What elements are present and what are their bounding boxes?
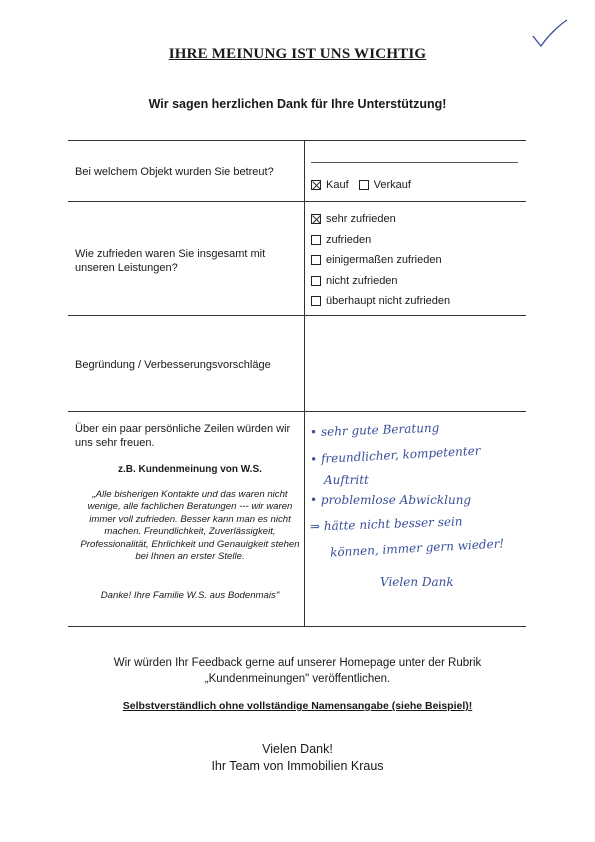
question-satisfaction: Wie zufrieden waren Sie insgesamt mit unseren Leistungen? xyxy=(75,248,266,274)
example-quote: „Alle bisherigen Kontakte und das waren nicht wenige, alle fachlichen Beratungen --- wir waren immer voll zufrieden. Besser kann man es nicht machen. Freundlichkeit, Zuverlässigkeit, Professionalität, Ehrlichkeit und Genauigkeit stehen bei Ihnen an erster Stelle. xyxy=(80,489,300,563)
option-label: einigermaßen zufrieden xyxy=(326,254,442,266)
closing xyxy=(0,741,595,775)
answer-line xyxy=(311,162,518,163)
example-heading: z.B. Kundenmeinung von W.S. xyxy=(118,464,262,475)
option-label: überhaupt nicht zufrieden xyxy=(326,295,451,307)
handwritten-line: • problemlose Abwicklung xyxy=(310,493,472,507)
checkbox-nicht-zufrieden[interactable] xyxy=(311,276,321,286)
handwritten-line: Auftritt xyxy=(324,473,369,487)
question-reasoning: Begründung / Verbesserungsvorschläge xyxy=(75,359,271,371)
table-bottom-border xyxy=(68,626,526,627)
handwritten-line: • sehr gute Beratung xyxy=(309,420,440,440)
option-einigermassen-zufrieden[interactable] xyxy=(311,253,450,267)
row-divider xyxy=(68,201,526,202)
option-sehr-zufrieden[interactable] xyxy=(311,212,450,226)
column-divider xyxy=(304,140,305,627)
footer-line: Wir würden Ihr Feedback gerne auf unserer Homepage unter der Rubrik xyxy=(113,657,482,669)
question-object: Bei welchem Objekt wurden Sie betreut? xyxy=(75,166,274,178)
closing-line: Ihr Team von Immobilien Kraus xyxy=(211,759,384,773)
option-label: sehr zufrieden xyxy=(326,213,396,225)
handwritten-line: Vielen Dank xyxy=(380,575,454,589)
checkbox-einigermassen-zufrieden[interactable] xyxy=(311,255,321,265)
closing-line: Vielen Dank! xyxy=(262,742,333,756)
satisfaction-options xyxy=(311,212,450,308)
example-signoff: Danke! Ihre Familie W.S. aus Bodenmais" xyxy=(100,590,280,601)
handwritten-line: können, immer gern wieder! xyxy=(329,536,505,560)
option-verkauf[interactable] xyxy=(359,178,411,192)
option-zufrieden[interactable] xyxy=(311,233,450,247)
page-title: IHRE MEINUNG IST UNS WICHTIG xyxy=(168,46,427,62)
option-label: nicht zufrieden xyxy=(326,274,398,287)
checkbox-ueberhaupt-nicht-zufrieden[interactable] xyxy=(311,296,321,306)
table-top-border xyxy=(68,140,526,141)
option-label: Kauf xyxy=(326,179,349,191)
checkbox-verkauf[interactable] xyxy=(359,180,369,190)
option-ueberhaupt-nicht-zufrieden[interactable] xyxy=(311,294,450,308)
object-options xyxy=(311,178,411,192)
checkbox-sehr-zufrieden[interactable] xyxy=(311,214,321,224)
footer-line: „Kundenmeinungen" veröffentlichen. xyxy=(204,673,391,685)
row-divider xyxy=(68,411,526,412)
option-kauf[interactable] xyxy=(311,178,349,192)
handwritten-answer[interactable] xyxy=(306,413,524,625)
footer-text xyxy=(0,655,595,687)
row-divider xyxy=(68,315,526,316)
option-label: zufrieden xyxy=(326,233,372,246)
option-label: Verkauf xyxy=(373,179,411,191)
handwritten-line: ⇒ hätte nicht besser sein xyxy=(309,514,463,534)
option-nicht-zufrieden[interactable] xyxy=(311,274,450,288)
handwritten-line: • freundlicher, kompetenter xyxy=(309,443,481,467)
reasoning-answer-area[interactable] xyxy=(306,317,524,409)
question-personal-lines: Über ein paar persönliche Zeilen würden wir uns sehr freuen. xyxy=(75,423,291,449)
checkbox-kauf[interactable] xyxy=(311,180,321,190)
page-subtitle: Wir sagen herzlichen Dank für Ihre Unterstützung! xyxy=(148,97,447,111)
footer-note: Selbstverständlich ohne vollständige Namensangabe (siehe Beispiel)! xyxy=(122,700,473,712)
checkbox-zufrieden[interactable] xyxy=(311,235,321,245)
